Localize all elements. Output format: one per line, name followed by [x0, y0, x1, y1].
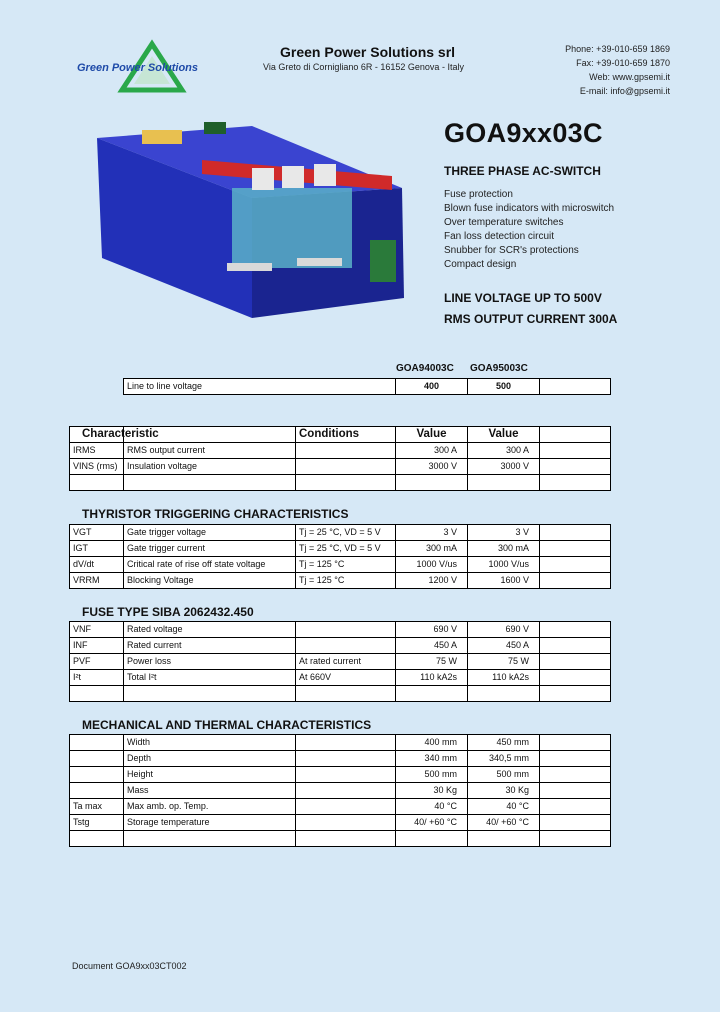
cell-symbol: VRRM — [70, 573, 124, 589]
cell-description: Total I²t — [124, 670, 296, 686]
cell-empty — [540, 557, 611, 573]
cell-value: 110 kA2s — [396, 670, 468, 686]
cell-value — [468, 475, 540, 491]
table-row — [70, 815, 611, 831]
cell-conditions — [296, 831, 396, 847]
cell-description: Width — [124, 735, 296, 751]
cell-empty — [540, 475, 611, 491]
header-conditions: Conditions — [296, 427, 396, 443]
cell-symbol — [70, 751, 124, 767]
cell-description: Max amb. op. Temp. — [124, 799, 296, 815]
cell-conditions — [296, 443, 396, 459]
cell-symbol — [70, 735, 124, 751]
cell-value: 40/ +60 °C — [396, 815, 468, 831]
table-row — [70, 459, 611, 475]
feature-item: Blown fuse indicators with microswitch — [444, 203, 615, 214]
characteristic-table — [69, 426, 611, 491]
cell-conditions: At 660V — [296, 670, 396, 686]
cell-symbol: VNF — [70, 622, 124, 638]
cell-description: Power loss — [124, 654, 296, 670]
section-title-fuse: FUSE TYPE SIBA 2062432.450 — [82, 605, 254, 619]
table-row — [124, 379, 611, 395]
cell-conditions: Tj = 125 °C — [296, 557, 396, 573]
cell-value: 30 Kg — [468, 783, 540, 799]
cell-value: 690 V — [468, 622, 540, 638]
cell-value: 690 V — [396, 622, 468, 638]
table-row — [70, 622, 611, 638]
product-subtitle: THREE PHASE AC-SWITCH — [444, 164, 601, 178]
cell-conditions — [296, 622, 396, 638]
spec-rms-current: RMS OUTPUT CURRENT 300A — [444, 312, 618, 326]
cell-value: 40/ +60 °C — [468, 815, 540, 831]
table-row — [70, 799, 611, 815]
cell-symbol: VGT — [70, 525, 124, 541]
cell-value: 500 — [468, 379, 540, 395]
cell-symbol: I²t — [70, 670, 124, 686]
feature-list — [444, 188, 614, 272]
cell-label: Line to line voltage — [124, 379, 396, 395]
cell-value: 400 — [396, 379, 468, 395]
cell-description: Blocking Voltage — [124, 573, 296, 589]
cell-empty — [540, 459, 611, 475]
cell-empty — [540, 622, 611, 638]
cell-value: 40 °C — [468, 799, 540, 815]
logo-text: Green Power Solutions — [77, 62, 199, 74]
cell-value: 40 °C — [396, 799, 468, 815]
cell-description — [124, 686, 296, 702]
cell-value: 3 V — [468, 525, 540, 541]
table-row — [70, 735, 611, 751]
cell-conditions — [296, 686, 396, 702]
feature-item: Snubber for SCR's protections — [444, 245, 579, 256]
table-row — [70, 638, 611, 654]
cell-description: Insulation voltage — [124, 459, 296, 475]
cell-empty — [540, 525, 611, 541]
section-title-mechanical: MECHANICAL AND THERMAL CHARACTERISTICS — [82, 718, 372, 732]
table-row — [70, 573, 611, 589]
cell-value: 400 mm — [396, 735, 468, 751]
cell-empty — [540, 443, 611, 459]
cell-value: 110 kA2s — [468, 670, 540, 686]
mechanical-table — [69, 734, 611, 847]
table-row — [70, 670, 611, 686]
contact-phone: Phone: +39-010-659 1869 — [565, 44, 670, 54]
line-voltage-table — [123, 378, 611, 395]
cell-value — [396, 831, 468, 847]
cell-value: 75 W — [396, 654, 468, 670]
table-row — [70, 783, 611, 799]
cell-conditions — [296, 459, 396, 475]
cell-description: Gate trigger current — [124, 541, 296, 557]
cell-symbol — [70, 783, 124, 799]
header-empty — [540, 427, 611, 443]
cell-description: RMS output current — [124, 443, 296, 459]
cell-value: 3000 V — [396, 459, 468, 475]
product-image — [92, 118, 412, 323]
model-col1: GOA94003C — [396, 363, 454, 374]
cell-conditions: At rated current — [296, 654, 396, 670]
cell-symbol: INF — [70, 638, 124, 654]
cell-value: 30 Kg — [396, 783, 468, 799]
cell-empty — [540, 751, 611, 767]
feature-item: Over temperature switches — [444, 217, 564, 228]
cell-symbol — [70, 686, 124, 702]
cell-symbol: VINS (rms) — [70, 459, 124, 475]
cell-value: 300 A — [468, 443, 540, 459]
cell-symbol — [70, 831, 124, 847]
model-col2: GOA95003C — [470, 363, 528, 374]
section-title-thyristor: THYRISTOR TRIGGERING CHARACTERISTICS — [82, 507, 349, 521]
cell-description: Depth — [124, 751, 296, 767]
cell-conditions — [296, 475, 396, 491]
cell-value: 1000 V/us — [468, 557, 540, 573]
table-header-row — [70, 427, 611, 443]
document-id: Document GOA9xx03CT002 — [72, 961, 187, 971]
cell-symbol: Tstg — [70, 815, 124, 831]
table-row — [70, 831, 611, 847]
cell-empty — [540, 815, 611, 831]
cell-value — [396, 475, 468, 491]
cell-conditions — [296, 751, 396, 767]
feature-item: Fan loss detection circuit — [444, 231, 555, 242]
cell-description: Height — [124, 767, 296, 783]
feature-item: Compact design — [444, 259, 517, 270]
cell-description: Rated current — [124, 638, 296, 654]
cell-empty — [540, 831, 611, 847]
cell-symbol: IRMS — [70, 443, 124, 459]
table-row — [70, 686, 611, 702]
cell-value: 1000 V/us — [396, 557, 468, 573]
table-row — [70, 751, 611, 767]
table-row — [70, 475, 611, 491]
cell-value — [396, 686, 468, 702]
cell-value — [468, 831, 540, 847]
cell-empty — [540, 573, 611, 589]
cell-empty — [540, 799, 611, 815]
cell-conditions — [296, 783, 396, 799]
cell-empty — [540, 670, 611, 686]
cell-symbol — [70, 475, 124, 491]
cell-empty — [540, 735, 611, 751]
contact-email: E-mail: info@gpsemi.it — [579, 86, 670, 96]
cell-empty — [540, 379, 611, 395]
cell-symbol: PVF — [70, 654, 124, 670]
cell-conditions: Tj = 25 °C, VD = 5 V — [296, 541, 396, 557]
feature-item: Fuse protection — [444, 189, 513, 200]
cell-empty — [540, 783, 611, 799]
cell-conditions — [296, 638, 396, 654]
cell-symbol: dV/dt — [70, 557, 124, 573]
cell-value: 1200 V — [396, 573, 468, 589]
fuse-table — [69, 621, 611, 702]
cell-conditions — [296, 735, 396, 751]
header-characteristic: Characteristic — [70, 427, 124, 443]
cell-empty — [540, 686, 611, 702]
cell-empty — [540, 767, 611, 783]
cell-description — [124, 475, 296, 491]
cell-empty — [540, 541, 611, 557]
cell-empty — [540, 638, 611, 654]
cell-conditions: Tj = 125 °C — [296, 573, 396, 589]
cell-value: 300 mA — [396, 541, 468, 557]
header-value: Value — [468, 427, 540, 443]
cell-value: 75 W — [468, 654, 540, 670]
table-row — [70, 654, 611, 670]
company-address: Via Greto di Cornigliano 6R - 16152 Genova - Italy — [263, 62, 464, 72]
cell-description: Rated voltage — [124, 622, 296, 638]
cell-value: 300 mA — [468, 541, 540, 557]
cell-symbol: IGT — [70, 541, 124, 557]
header-value: Value — [396, 427, 468, 443]
cell-description — [124, 831, 296, 847]
table-row — [70, 557, 611, 573]
cell-conditions — [296, 767, 396, 783]
cell-value: 450 A — [396, 638, 468, 654]
cell-value: 3 V — [396, 525, 468, 541]
cell-conditions: Tj = 25 °C, VD = 5 V — [296, 525, 396, 541]
company-name: Green Power Solutions srl — [280, 44, 456, 60]
cell-description: Critical rate of rise off state voltage — [124, 557, 296, 573]
product-title: GOA9xx03C — [444, 118, 603, 148]
table-row — [70, 541, 611, 557]
cell-conditions — [296, 799, 396, 815]
cell-value: 500 mm — [396, 767, 468, 783]
cell-value: 450 mm — [468, 735, 540, 751]
contact-web: Web: www.gpsemi.it — [589, 72, 670, 82]
contact-fax: Fax: +39-010-659 1870 — [576, 58, 670, 68]
cell-description: Mass — [124, 783, 296, 799]
cell-value: 3000 V — [468, 459, 540, 475]
cell-value: 500 mm — [468, 767, 540, 783]
spec-line-voltage: LINE VOLTAGE UP TO 500V — [444, 291, 602, 305]
cell-value: 300 A — [396, 443, 468, 459]
cell-symbol: Ta max — [70, 799, 124, 815]
cell-value — [468, 686, 540, 702]
cell-value: 450 A — [468, 638, 540, 654]
thyristor-table — [69, 524, 611, 589]
cell-value: 340 mm — [396, 751, 468, 767]
table-row — [70, 767, 611, 783]
table-row — [70, 443, 611, 459]
cell-empty — [540, 654, 611, 670]
cell-conditions — [296, 815, 396, 831]
cell-symbol — [70, 767, 124, 783]
table-row — [70, 525, 611, 541]
cell-description: Gate trigger voltage — [124, 525, 296, 541]
cell-value: 1600 V — [468, 573, 540, 589]
cell-description: Storage temperature — [124, 815, 296, 831]
contact-info — [565, 42, 670, 98]
cell-value: 340,5 mm — [468, 751, 540, 767]
